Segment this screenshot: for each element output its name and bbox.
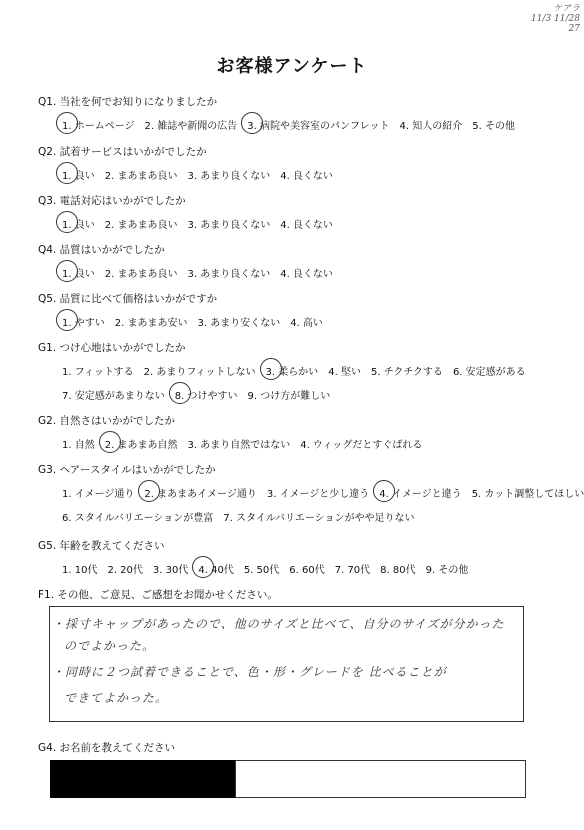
answer-option: 3. あまり良くない — [187, 220, 271, 231]
options-row — [62, 436, 432, 451]
answer-option: 3. 30代 — [152, 565, 189, 576]
answer-option: 3. 病院や美容室のパンフレット — [247, 117, 389, 132]
comment-line: ・同時に２つ試着できることで、色・形・グレードを 比べることが — [52, 665, 447, 679]
question-label: Q2. 試着サービスはいかがでしたか — [38, 146, 207, 158]
answer-option: 6. 60代 — [289, 565, 325, 576]
answer-option: 2. まあまあ良い — [104, 171, 178, 182]
answer-option: 1. イメージ通り — [62, 489, 135, 500]
answer-option: 2. まあまあ良い — [104, 220, 178, 231]
answer-option: 4. 堅い — [328, 367, 362, 378]
redacted-name — [50, 760, 236, 798]
options-row — [62, 509, 424, 524]
answer-option: 5. 50代 — [243, 565, 280, 576]
answer-option: 6. 安定感がある — [452, 367, 526, 378]
answer-option: 2. あまりフィットしない — [143, 367, 256, 378]
comment-line: できてよかった。 — [64, 691, 169, 705]
question-label: G3. ヘアースタイルはいかがでしたか — [38, 464, 216, 476]
corner-note-line2: 11/3 11/28 — [530, 14, 580, 24]
options-row — [62, 561, 478, 576]
answer-option: 2. まあまあ安い — [114, 318, 188, 329]
question-label: G2. 自然さはいかがでしたか — [38, 415, 175, 427]
f1-label: F1. その他、ご意見、ご感想をお聞かせください。 — [38, 589, 278, 601]
answer-option: 8. つけやすい — [175, 387, 238, 402]
options-row — [62, 485, 584, 500]
answer-option: 2. まあまあ自然 — [105, 436, 178, 451]
options-row — [62, 265, 343, 280]
g4-label: G4. お名前を教えてください — [38, 742, 175, 754]
answer-option: 2. まあまあ良い — [104, 269, 178, 280]
answer-option: 4. 40代 — [198, 561, 233, 576]
question-label: Q5. 品質に比べて価格はいかがですか — [38, 293, 218, 305]
answer-option: 4. 良くない — [280, 171, 333, 182]
answer-option: 2. 雑誌や新聞の広告 — [144, 121, 238, 132]
question-label: G1. つけ心地はいかがでしたか — [38, 342, 186, 354]
answer-option: 3. あまり良くない — [187, 171, 271, 182]
answer-option: 1. 良い — [62, 167, 95, 182]
options-row — [62, 314, 333, 329]
answer-option: 5. その他 — [472, 121, 515, 132]
answer-option: 1. ホームページ — [62, 117, 135, 132]
answer-option: 3. イメージと少し違う — [266, 489, 370, 500]
question-label: Q1. 当社を何でお知りになりましたか — [38, 96, 218, 108]
corner-note — [520, 4, 580, 34]
comment-line: のでよかった。 — [64, 639, 156, 653]
answer-option: 1. 10代 — [62, 565, 98, 576]
answer-option: 1. フィットする — [62, 367, 134, 378]
answer-option: 1. 自然 — [62, 440, 95, 451]
answer-option: 7. 70代 — [334, 565, 371, 576]
answer-option: 3. 柔らかい — [266, 363, 319, 378]
answer-option: 4. 良くない — [280, 269, 333, 280]
options-row — [62, 167, 343, 182]
name-box-divider — [235, 760, 236, 798]
answer-option: 4. イメージと違う — [379, 485, 461, 500]
answer-option: 4. 知人の紹介 — [399, 121, 463, 132]
comment-box — [49, 606, 524, 722]
answer-option: 2. まあまあイメージ通り — [144, 485, 256, 500]
answer-option: 1. 良い — [62, 265, 95, 280]
question-label: Q3. 電話対応はいかがでしたか — [38, 195, 186, 207]
answer-option: 4. ウィッグだとすぐばれる — [300, 440, 423, 451]
answer-option: 3. あまり良くない — [187, 269, 271, 280]
options-row — [62, 387, 340, 402]
comment-line: ・採寸キャップがあったので、他のサイズと比べて、自分のサイズが分かった — [52, 617, 505, 631]
answer-option: 3. あまり安くない — [197, 318, 281, 329]
answer-option: 7. スタイルバリエーションがやや足りない — [223, 513, 415, 524]
answer-option: 9. その他 — [425, 565, 469, 576]
answer-option: 3. あまり自然ではない — [187, 440, 291, 451]
answer-option: 4. 良くない — [280, 220, 333, 231]
corner-note-line3: 27 — [568, 24, 580, 34]
answer-option: 2. 20代 — [107, 565, 143, 576]
page-title: お客様アンケート — [216, 56, 368, 77]
answer-option: 9. つけ方が難しい — [247, 391, 331, 402]
answer-option: 5. チクチクする — [371, 367, 443, 378]
answer-option: 6. スタイルバリエーションが豊富 — [62, 513, 214, 524]
answer-option: 1. 良い — [62, 216, 95, 231]
answer-option: 1. やすい — [62, 314, 105, 329]
options-row — [62, 117, 525, 132]
answer-option: 5. カット調整してほしい — [471, 489, 584, 500]
options-row — [62, 363, 536, 378]
corner-note-line1: ケアラ — [552, 4, 580, 14]
answer-option: 7. 安定感があまりない — [62, 391, 165, 402]
answer-option: 4. 高い — [290, 318, 323, 329]
answer-option: 8. 80代 — [380, 565, 416, 576]
options-row — [62, 216, 343, 231]
question-label: G5. 年齢を教えてください — [38, 540, 165, 552]
question-label: Q4. 品質はいかがでしたか — [38, 244, 165, 256]
